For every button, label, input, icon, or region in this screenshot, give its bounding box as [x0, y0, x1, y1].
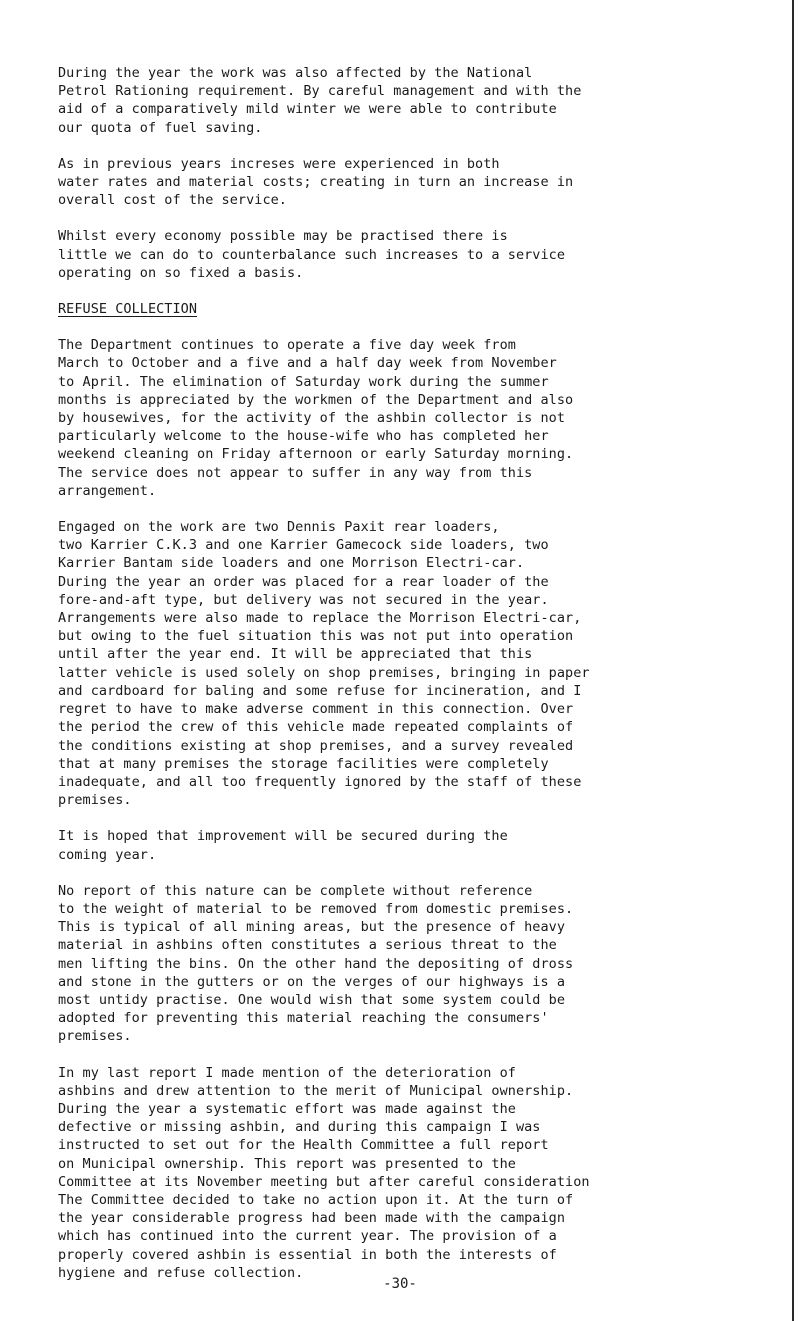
- section-heading-refuse-collection: REFUSE COLLECTION: [58, 301, 198, 318]
- paragraph-petrol-rationing: During the year the work was also affected by the National Petrol Rationing requirement. By careful management and with the aid of a comparatively mild winter we were able to contribute our quota of fuel saving.: [58, 65, 582, 136]
- scan-edge-line: [792, 0, 794, 1321]
- paragraph-vehicles: Engaged on the work are two Dennis Paxit rear loaders, two Karrier C.K.3 and one Karrier Gamecock side loaders, two Karrier Bantam side loaders and one Morrison Electri-car. During the year an order was placed for a rear loader of the fore-and-aft type, but delivery was not secured in the year. Arrangements were also made to replace the Morrison Electri-car, but owing to the fuel situation this was not put into operation until after the year end. It will be appreciated that this latter vehicle is used solely on shop premises, bringing in paper and cardboard for baling and some refuse for incineration, and I regret to have to make adverse comment in this connection. Over the period the crew of this vehicle made repeated complaints of the conditions existing at shop premises, and a survey revealed that at many premises the storage facilities were completely inadequate, and all too frequently ignored by the staff of these premises.: [58, 519, 590, 809]
- paragraph-municipal-ownership: In my last report I made mention of the deterioration of ashbins and drew attention to the merit of Municipal ownership. During the year a systematic effort was made against the defective or missing ashbin, and during this campaign I was instructed to set out for the Health Committee a full report on Municipal ownership. This report was presented to the Committee at its November meeting but after careful consideration The Committee decided to take no action upon it. At the turn of the year considerable progress had been made with the campaign which has continued into the current year. The provision of a properly covered ashbin is essential in both the interests of hygiene and refuse collection.: [58, 1064, 590, 1281]
- page-number: -30-: [383, 1276, 417, 1292]
- report-body: [58, 64, 776, 1300]
- paragraph-heavy-material: No report of this nature can be complete without reference to the weight of material to be removed from domestic premises. This is typical of all mining areas, but the presence of heavy material in ashbins often constitutes a serious threat to the men lifting the bins. On the other hand the depositing of dross and stone in the gutters or on the verges of our highways is a most untidy practise. One would wish that some system could be adopted for preventing this material reaching the consumers' premises.: [58, 882, 574, 1045]
- paragraph-cost-increases: As in previous years increses were experienced in both water rates and material costs; creating in turn an increase in overall cost of the service.: [58, 155, 574, 209]
- paragraph-economy: Whilst every economy possible may be practised there is little we can do to counterbalance such increases to a service operating on so fixed a basis.: [58, 228, 566, 281]
- paragraph-working-week: The Department continues to operate a five day week from March to October and a five and a half day week from November to April. The elimination of Saturday work during the summer months is appreciated by the workmen of the Department and also by housewives, for the activity of the ashbin collector is not particularly welcome to the house-wife who has completed her weekend cleaning on Friday afternoon or early Saturday morning. The service does not appear to suffer in any way from this arrangement.: [58, 337, 574, 499]
- paragraph-improvement: It is hoped that improvement will be secured during the coming year.: [58, 828, 508, 863]
